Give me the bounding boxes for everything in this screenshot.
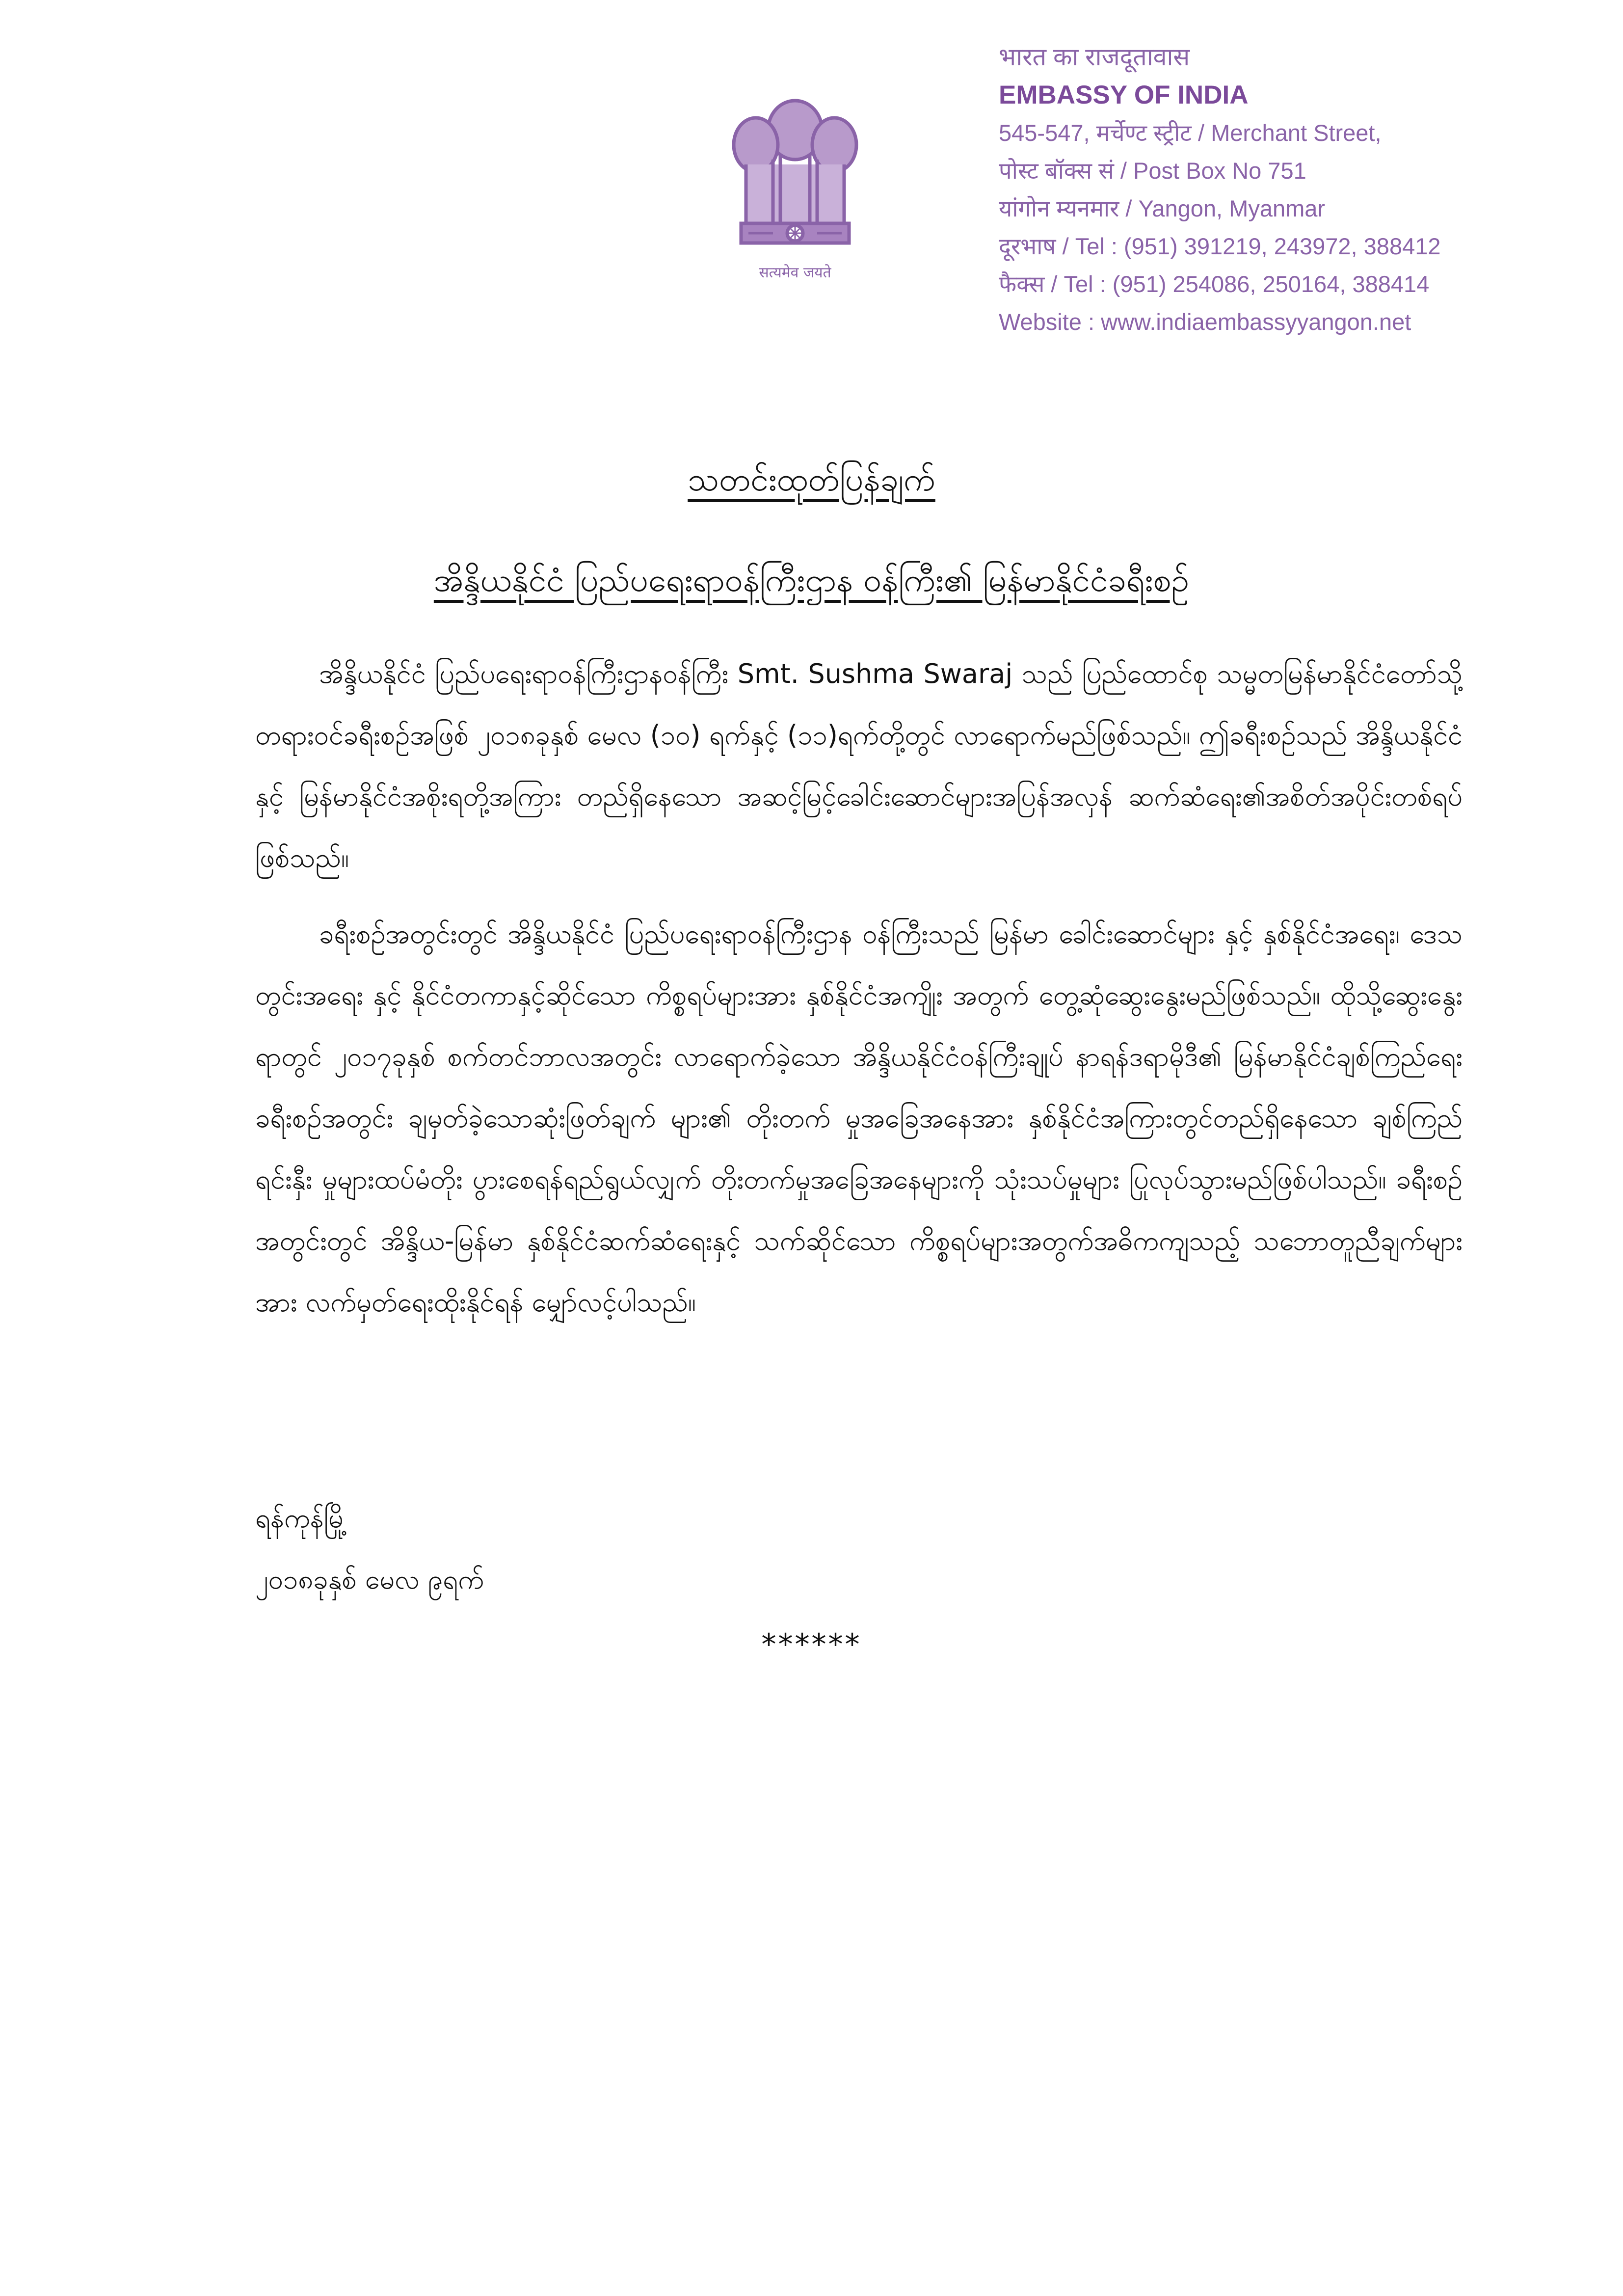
page-title: သတင်းထုတ်ပြန်ချက် xyxy=(688,460,935,498)
website-link[interactable]: Website : www.indiaembassyyangon.net xyxy=(999,309,1411,335)
body-paragraph-2: ခရီးစဉ်အတွင်းတွင် အိန္ဒိယနိုင်ငံ ပြည်ပရေးရာဝန်ကြီးဌာန ဝန်ကြီးသည် မြန်မာ ခေါင်းဆောင်များ နှင့် နှစ်နိုင်ငံအရေး၊ ဒေသတွင်းအရေး နှင့် နိုင်ငံတကာနှင့်ဆိုင်သော ကိစ္စရပ်များအား နှစ်နိုင်ငံအကျိုး အတွက် တွေ့ဆုံဆွေးနွေးမည်ဖြစ်သည်။ ထိုသို့ဆွေးနွေး ရာတွင် ၂၀၁၇ခုနှစ် စက်တင်ဘာလအတွင်း လာရောက်ခဲ့သော အိန္ဒိယနိုင်ငံဝန်ကြီးချုပ် နာရန်ဒရာမိုဒီ၏ မြန်မာနိုင်ငံချစ်ကြည်ရေးခရီးစဉ်အတွင်း ချမှတ်ခဲ့သောဆုံးဖြတ်ချက် များ၏ တိုးတက် မှုအခြေအနေအား နှစ်နိုင်ငံအကြားတွင်တည်ရှိနေသော ချစ်ကြည်ရင်းနှီး မှုများထပ်မံတိုး ပွားစေရန်ရည်ရွယ်လျှက် တိုးတက်မှုအခြေအနေများကို သုံးသပ်မှုများ ပြုလုပ်သွားမည်ဖြစ်ပါသည်။ ခရီးစဉ်အတွင်းတွင် အိန္ဒိယ-မြန်မာ နှစ်နိုင်ငံဆက်ဆံရေးနှင့် သက်ဆိုင်သော ကိစ္စရပ်များအတွက်အဓိကကျသည့် သဘောတူညီချက်များအား လက်မှတ်ရေးထိုးနိုင်ရန် မျှော်လင့်ပါသည်။ xyxy=(255,918,1463,1318)
fax: फैक्स / Tel : (951) 254086, 250164, 388414 xyxy=(999,271,1430,297)
embassy-name-hindi: भारत का राजदूतावास xyxy=(999,43,1190,71)
body-paragraph-1: အိန္ဒိယနိုင်ငံ ပြည်ပရေးရာဝန်ကြီးဌာနဝန်ကြီး Smt. Sushma Swaraj သည် ပြည်ထောင်စု သမ္မတမြန်မာနိုင်ငံတော်သို့ တရားဝင်ခရီးစဉ်အဖြစ် ၂၀၁၈ခုနှစ် မေလ (၁၀) ရက်နှင့် (၁၁)ရက်တို့တွင် လာရောက်မည်ဖြစ်သည်။ ဤခရီးစဉ်သည် အိန္ဒိယနိုင်ငံနှင့် မြန်မာနိုင်ငံအစိုးရတို့အကြား တည်ရှိနေသော အဆင့်မြင့်ခေါင်းဆောင်များအပြန်အလှန် ဆက်ဆံရေး၏အစိတ်အပိုင်းတစ်ရပ်ဖြစ်သည်။ xyxy=(255,658,1463,873)
date: ၂၀၁၈ခုနှစ် မေလ ၉ရက် xyxy=(255,1564,484,1595)
telephone: दूरभाष / Tel : (951) 391219, 243972, 388412 xyxy=(999,233,1441,259)
place: ရန်ကုန်မြို့ xyxy=(255,1503,347,1534)
letterhead xyxy=(999,38,1578,341)
page-subtitle: အိန္ဒိယနိုင်ငံ ပြည်ပရေးရာဝန်ကြီးဌာန ဝန်ကြီး၏ မြန်မာနိုင်ငံခရီးစဉ် xyxy=(433,561,1190,599)
emblem-of-india-icon xyxy=(726,91,864,297)
address-city: यांगोन म्यनमार / Yangon, Myanmar xyxy=(999,195,1326,221)
address-street: 545-547, मर्चेण्ट स्ट्रीट / Merchant Street, xyxy=(999,120,1382,146)
address-po-box: पोस्ट बॉक्स सं / Post Box No 751 xyxy=(999,158,1306,184)
embassy-name-english: EMBASSY OF INDIA xyxy=(999,81,1249,109)
end-mark: ****** xyxy=(761,1627,862,1662)
emblem-motto: सत्यमेव जयते xyxy=(759,264,831,281)
